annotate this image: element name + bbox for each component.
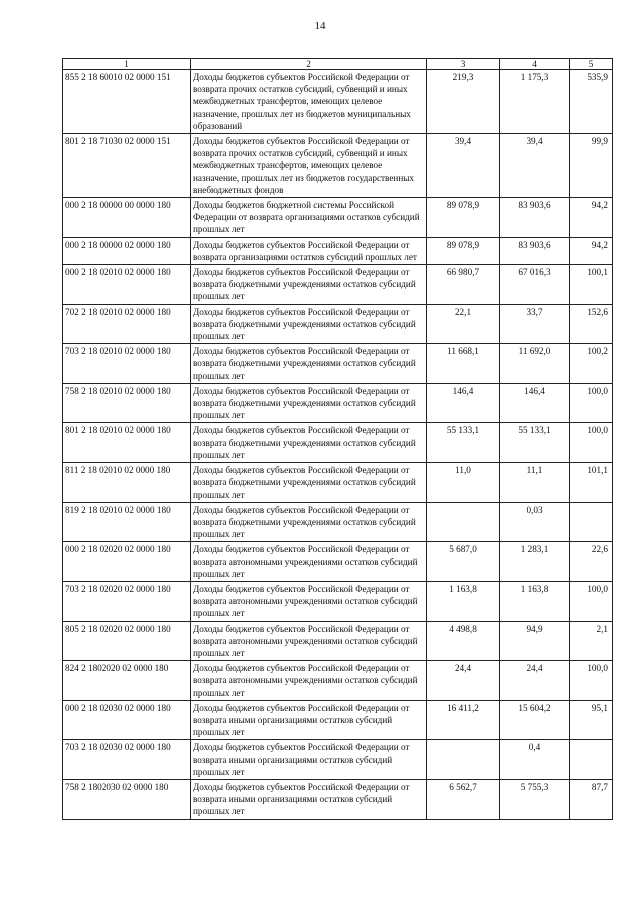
budget-code-cell: 819 2 18 02010 02 0000 180 — [63, 502, 191, 542]
revenue-name-cell: Доходы бюджетов субъектов Российской Федерации от возврата бюджетными учреждениями остатков субсидий прошлых лет — [191, 383, 427, 423]
column-5-value: 100,1 — [570, 265, 613, 305]
column-3-value: 219,3 — [427, 70, 500, 134]
column-4-value: 146,4 — [500, 383, 570, 423]
column-header-2: 2 — [191, 59, 427, 70]
column-3-value: 1 163,8 — [427, 581, 500, 621]
column-5-value: 535,9 — [570, 70, 613, 134]
column-header-4: 4 — [500, 59, 570, 70]
column-5-value: 100,0 — [570, 423, 613, 463]
table-row — [63, 198, 613, 238]
budget-code-cell: 000 2 18 00000 02 0000 180 — [63, 237, 191, 264]
column-3-value: 11 668,1 — [427, 344, 500, 384]
page-number: 14 — [314, 20, 326, 32]
budget-code-cell: 805 2 18 02020 02 0000 180 — [63, 621, 191, 661]
budget-code-cell: 855 2 18 60010 02 0000 151 — [63, 70, 191, 134]
revenue-name-cell: Доходы бюджетов субъектов Российской Федерации от возврата организациями остатков субсидий прошлых лет — [191, 237, 427, 264]
column-3-value: 5 687,0 — [427, 542, 500, 582]
revenue-name-cell: Доходы бюджетов субъектов Российской Федерации от возврата бюджетными учреждениями остатков субсидий прошлых лет — [191, 423, 427, 463]
table-row — [63, 700, 613, 740]
table-row — [63, 344, 613, 384]
budget-code-cell: 758 2 1802030 02 0000 180 — [63, 779, 191, 819]
column-3-value — [427, 502, 500, 542]
column-5-value — [570, 740, 613, 780]
revenue-name-cell: Доходы бюджетов субъектов Российской Федерации от возврата иными организациями остатков субсидий прошлых лет — [191, 740, 427, 780]
column-3-value: 39,4 — [427, 134, 500, 198]
column-4-value: 1 163,8 — [500, 581, 570, 621]
column-5-value: 100,0 — [570, 581, 613, 621]
table-row — [63, 134, 613, 198]
revenue-name-cell: Доходы бюджетов субъектов Российской Федерации от возврата прочих остатков субсидий, субвенций и иных межбюджетных трансфертов, имеющих целевое назначение, прошлых лет из бюджетов муниципальных образований — [191, 70, 427, 134]
column-header-3: 3 — [427, 59, 500, 70]
column-3-value: 11,0 — [427, 463, 500, 503]
table-row — [63, 463, 613, 503]
column-3-value — [427, 740, 500, 780]
revenue-name-cell: Доходы бюджетов субъектов Российской Федерации от возврата иными организациями остатков субсидий прошлых лет — [191, 700, 427, 740]
column-number-row — [63, 59, 613, 70]
column-4-value: 1 175,3 — [500, 70, 570, 134]
column-4-value: 33,7 — [500, 304, 570, 344]
budget-code-cell: 000 2 18 02020 02 0000 180 — [63, 542, 191, 582]
column-4-value: 39,4 — [500, 134, 570, 198]
revenue-name-cell: Доходы бюджетов субъектов Российской Федерации от возврата бюджетными учреждениями остатков субсидий прошлых лет — [191, 502, 427, 542]
column-3-value: 4 498,8 — [427, 621, 500, 661]
column-5-value: 100,2 — [570, 344, 613, 384]
table-row — [63, 542, 613, 582]
budget-code-cell: 703 2 18 02030 02 0000 180 — [63, 740, 191, 780]
table-row — [63, 237, 613, 264]
column-5-value: 94,2 — [570, 198, 613, 238]
table-row — [63, 502, 613, 542]
revenue-name-cell: Доходы бюджетов субъектов Российской Федерации от возврата автономными учреждениями остатков субсидий прошлых лет — [191, 661, 427, 701]
table-row — [63, 779, 613, 819]
table-row — [63, 423, 613, 463]
column-4-value: 67 016,3 — [500, 265, 570, 305]
column-4-value: 1 283,1 — [500, 542, 570, 582]
column-header-1: 1 — [63, 59, 191, 70]
column-5-value: 94,2 — [570, 237, 613, 264]
column-3-value: 22,1 — [427, 304, 500, 344]
column-4-value: 5 755,3 — [500, 779, 570, 819]
column-3-value: 89 078,9 — [427, 198, 500, 238]
column-5-value: 99,9 — [570, 134, 613, 198]
column-4-value: 24,4 — [500, 661, 570, 701]
column-3-value: 89 078,9 — [427, 237, 500, 264]
budget-code-cell: 801 2 18 02010 02 0000 180 — [63, 423, 191, 463]
column-5-value: 100,0 — [570, 661, 613, 701]
column-4-value: 83 903,6 — [500, 198, 570, 238]
revenue-name-cell: Доходы бюджетов субъектов Российской Федерации от возврата иными организациями остатков субсидий прошлых лет — [191, 779, 427, 819]
column-3-value: 146,4 — [427, 383, 500, 423]
column-3-value: 6 562,7 — [427, 779, 500, 819]
column-3-value: 66 980,7 — [427, 265, 500, 305]
revenue-name-cell: Доходы бюджетов субъектов Российской Федерации от возврата бюджетными учреждениями остатков субсидий прошлых лет — [191, 463, 427, 503]
table-row — [63, 383, 613, 423]
column-5-value: 22,6 — [570, 542, 613, 582]
table-row — [63, 740, 613, 780]
column-5-value: 87,7 — [570, 779, 613, 819]
column-5-value: 101,1 — [570, 463, 613, 503]
table-row — [63, 581, 613, 621]
column-5-value: 95,1 — [570, 700, 613, 740]
column-5-value: 100,0 — [570, 383, 613, 423]
table-row — [63, 265, 613, 305]
column-4-value: 83 903,6 — [500, 237, 570, 264]
budget-code-cell: 801 2 18 71030 02 0000 151 — [63, 134, 191, 198]
revenue-name-cell: Доходы бюджетов субъектов Российской Федерации от возврата автономными учреждениями остатков субсидий прошлых лет — [191, 621, 427, 661]
revenue-name-cell: Доходы бюджетов субъектов Российской Федерации от возврата бюджетными учреждениями остатков субсидий прошлых лет — [191, 304, 427, 344]
column-4-value: 11,1 — [500, 463, 570, 503]
revenue-name-cell: Доходы бюджетов субъектов Российской Федерации от возврата бюджетными учреждениями остатков субсидий прошлых лет — [191, 265, 427, 305]
budget-code-cell: 703 2 18 02010 02 0000 180 — [63, 344, 191, 384]
revenue-name-cell: Доходы бюджетов субъектов Российской Федерации от возврата бюджетными учреждениями остатков субсидий прошлых лет — [191, 344, 427, 384]
budget-code-cell: 824 2 1802020 02 0000 180 — [63, 661, 191, 701]
column-4-value: 0,03 — [500, 502, 570, 542]
revenue-name-cell: Доходы бюджетов субъектов Российской Федерации от возврата автономными учреждениями остатков субсидий прошлых лет — [191, 542, 427, 582]
table-row — [63, 70, 613, 134]
revenue-name-cell: Доходы бюджетов субъектов Российской Федерации от возврата прочих остатков субсидий, субвенций и иных межбюджетных трансфертов, имеющих целевое назначение, прошлых лет из бюджетов государственных внебюджетных фондов — [191, 134, 427, 198]
column-4-value: 15 604,2 — [500, 700, 570, 740]
column-4-value: 0,4 — [500, 740, 570, 780]
budget-code-cell: 000 2 18 02010 02 0000 180 — [63, 265, 191, 305]
column-header-5: 5 — [570, 59, 613, 70]
column-4-value: 55 133,1 — [500, 423, 570, 463]
column-5-value: 152,6 — [570, 304, 613, 344]
column-5-value: 2,1 — [570, 621, 613, 661]
budget-revenue-table — [62, 58, 613, 820]
budget-code-cell: 758 2 18 02010 02 0000 180 — [63, 383, 191, 423]
table-row — [63, 304, 613, 344]
column-3-value: 55 133,1 — [427, 423, 500, 463]
revenue-name-cell: Доходы бюджетов бюджетной системы Российской Федерации от возврата организациями остатков субсидий прошлых лет — [191, 198, 427, 238]
column-4-value: 94,9 — [500, 621, 570, 661]
column-3-value: 16 411,2 — [427, 700, 500, 740]
revenue-name-cell: Доходы бюджетов субъектов Российской Федерации от возврата автономными учреждениями остатков субсидий прошлых лет — [191, 581, 427, 621]
budget-code-cell: 702 2 18 02010 02 0000 180 — [63, 304, 191, 344]
budget-code-cell: 811 2 18 02010 02 0000 180 — [63, 463, 191, 503]
budget-code-cell: 703 2 18 02020 02 0000 180 — [63, 581, 191, 621]
column-4-value: 11 692,0 — [500, 344, 570, 384]
table-row — [63, 621, 613, 661]
budget-code-cell: 000 2 18 02030 02 0000 180 — [63, 700, 191, 740]
budget-code-cell: 000 2 18 00000 00 0000 180 — [63, 198, 191, 238]
column-3-value: 24,4 — [427, 661, 500, 701]
table-row — [63, 661, 613, 701]
column-5-value — [570, 502, 613, 542]
